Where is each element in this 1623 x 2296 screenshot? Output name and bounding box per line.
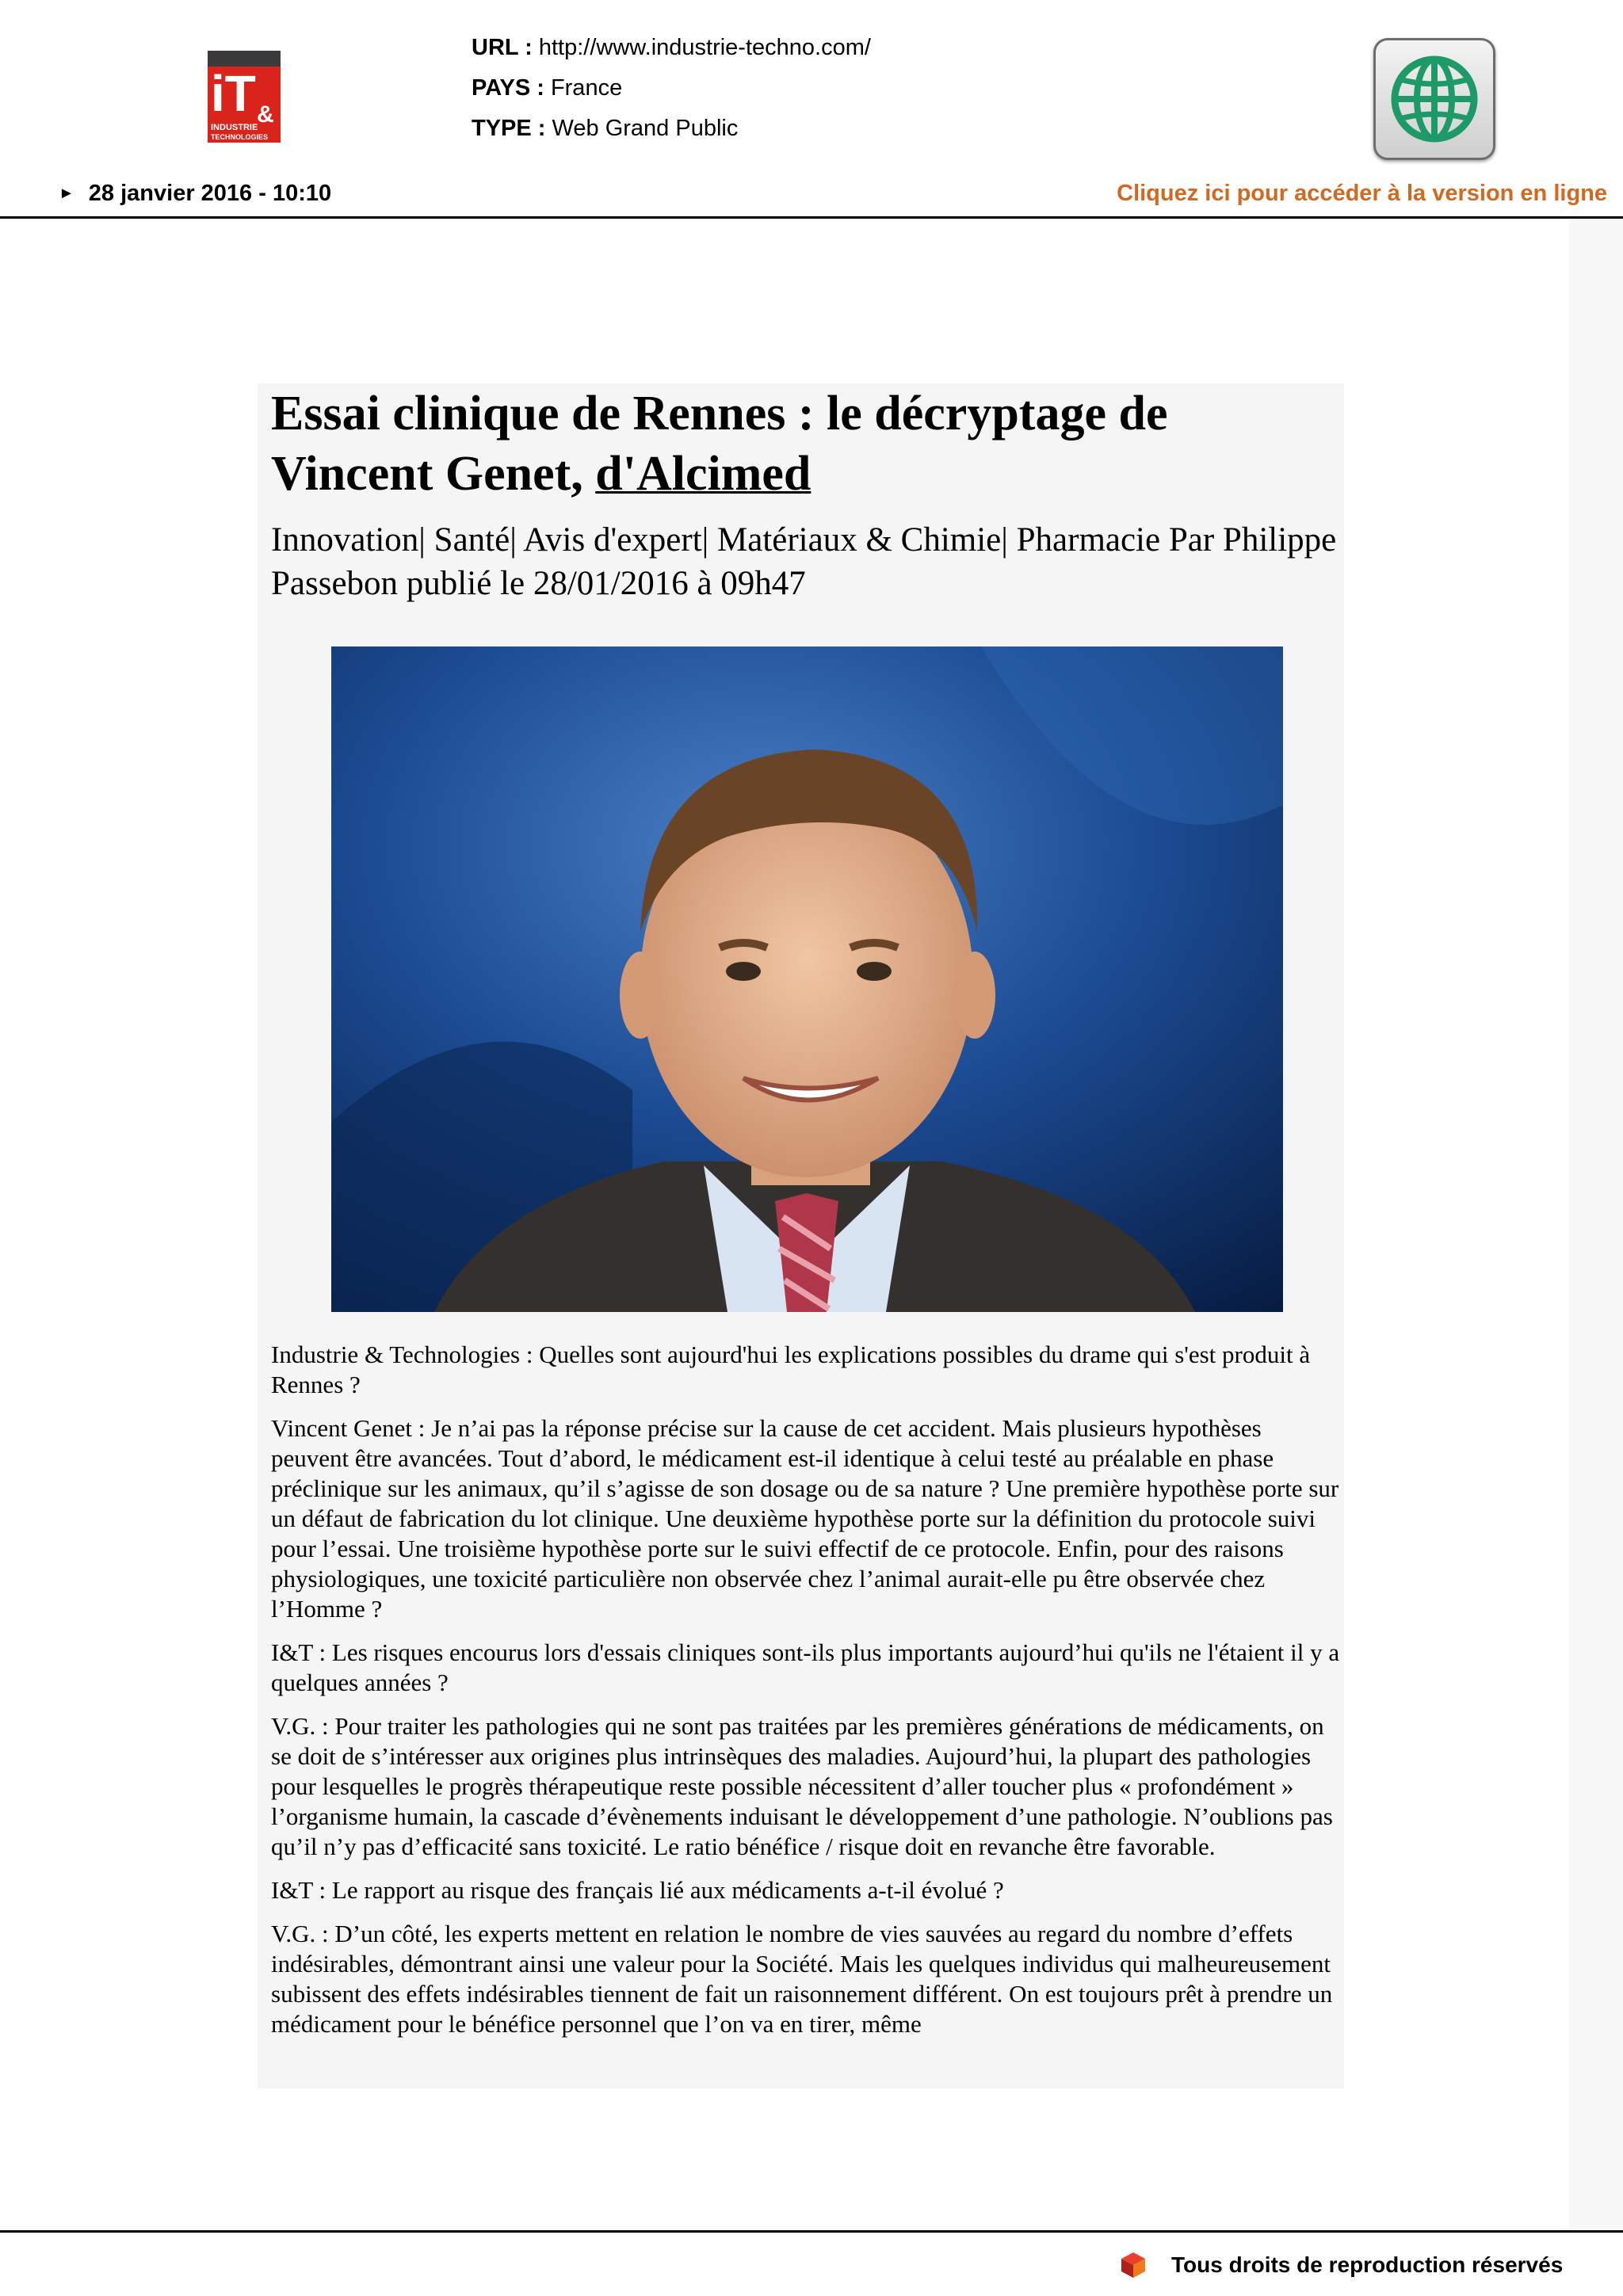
footer-divider bbox=[0, 2230, 1623, 2233]
paragraph-answer-3: V.G. : D’un côté, les experts mettent en relation le nombre de vies sauvées au regard du nombre d’effets indésirables, démontrant ainsi une valeur pour la Société. Mais les quelques individus qui malheureusement subissent des effets indésirables tiennent de fait un raisonnement différent. On est toujours prêt à prendre un médicament pour le bénéfice personnel que l’on va en tirer, même bbox=[271, 1920, 1333, 2038]
publication-logo bbox=[208, 51, 281, 143]
web-source-button[interactable] bbox=[1373, 38, 1495, 160]
paragraph-question-3: I&T : Le rapport au risque des français lié aux médicaments a-t-il évolué ? bbox=[271, 1876, 1004, 1904]
article-clipping bbox=[258, 383, 1344, 2088]
right-margin-shade bbox=[1569, 219, 1623, 2231]
publication-date bbox=[59, 181, 331, 207]
url-value: http://www.industrie-techno.com/ bbox=[538, 35, 871, 60]
paragraph-question-1: Industrie & Technologies : Quelles sont aujourd'hui les explications possibles du drame qui s'est produit à Rennes ? bbox=[271, 1341, 1311, 1398]
country-row bbox=[472, 68, 871, 109]
globe-icon bbox=[1385, 50, 1484, 148]
type-label: TYPE : bbox=[472, 116, 546, 141]
online-version-link[interactable]: Cliquez ici pour accéder à la version en ligne bbox=[1117, 181, 1607, 206]
paragraph-answer-2: V.G. : Pour traiter les pathologies qui ne sont pas traitées par les premières générations de médicaments, on se doit de s’intéresser aux origines plus intrinsèques des maladies. Aujourd’hui, la plupart des pathologies pour lesquelles le progrès thérapeutique reste possible nécessitent d’aller toucher plus « profondément » l’organisme humain, la cascade d’évènements induisant le développement d’une pathologie. N’oublions pas qu’il n’y pas d’efficacité sans toxicité. Le ratio bénéfice / risque doit en revanche être favorable. bbox=[271, 1712, 1333, 1860]
header-divider bbox=[0, 216, 1623, 219]
date-text: 28 janvier 2016 - 10:10 bbox=[88, 181, 332, 206]
svg-text:iT: iT bbox=[211, 65, 256, 122]
copyright-notice: Tous droits de reproduction réservés bbox=[1171, 2252, 1564, 2277]
cube-icon bbox=[1120, 2251, 1147, 2279]
country-label: PAYS : bbox=[472, 75, 544, 101]
url-label: URL : bbox=[472, 35, 533, 60]
article-subtitle: Innovation| Santé| Avis d'expert| Matériaux & Chimie| Pharmacie Par Philippe Passebon publié le 28/01/2016 à 09h47 bbox=[271, 521, 1337, 602]
paragraph-answer-1: Vincent Genet : Je n’ai pas la réponse précise sur la cause de cet accident. Mais plusieurs hypothèses peuvent être avancées. Tout d’abord, le médicament est-il identique à celui testé au préalable en phase préclinique sur les animaux, qu’il s’agisse de son dosage ou de sa nature ? Une première hypothèse porte sur un défaut de fabrication du lot clinique. Une deuxième hypothèse porte sur la définition du protocole suivi pour l’essai. Une troisième hypothèse porte sur le suivi effectif de ce protocole. Enfin, pour des raisons physiologiques, une toxicité particulière non observée chez l’animal aurait-elle pu être observée chez l’Homme ? bbox=[271, 1414, 1339, 1623]
article-title bbox=[271, 383, 1333, 504]
svg-text:INDUSTRIE: INDUSTRIE bbox=[211, 123, 258, 132]
url-row bbox=[472, 28, 871, 68]
source-metadata bbox=[472, 28, 871, 149]
alcimed-link[interactable]: d'Alcimed bbox=[595, 447, 812, 501]
svg-text:&: & bbox=[257, 101, 274, 128]
country-value: France bbox=[550, 75, 623, 101]
type-value: Web Grand Public bbox=[552, 116, 739, 141]
article-body bbox=[271, 1340, 1341, 2053]
title-text: Essai clinique de Rennes : le décryptage de Vincent Genet, bbox=[271, 387, 1168, 501]
portrait-photo bbox=[331, 646, 1283, 1312]
paragraph-question-2: I&T : Les risques encourus lors d'essais cliniques sont-ils plus importants aujourd’hui qu'ils ne l'étaient il y a quelques années ? bbox=[271, 1638, 1340, 1696]
triangle-right-icon: ► bbox=[59, 185, 74, 202]
svg-text:TECHNOLOGIES: TECHNOLOGIES bbox=[211, 133, 269, 141]
type-row bbox=[472, 109, 871, 149]
